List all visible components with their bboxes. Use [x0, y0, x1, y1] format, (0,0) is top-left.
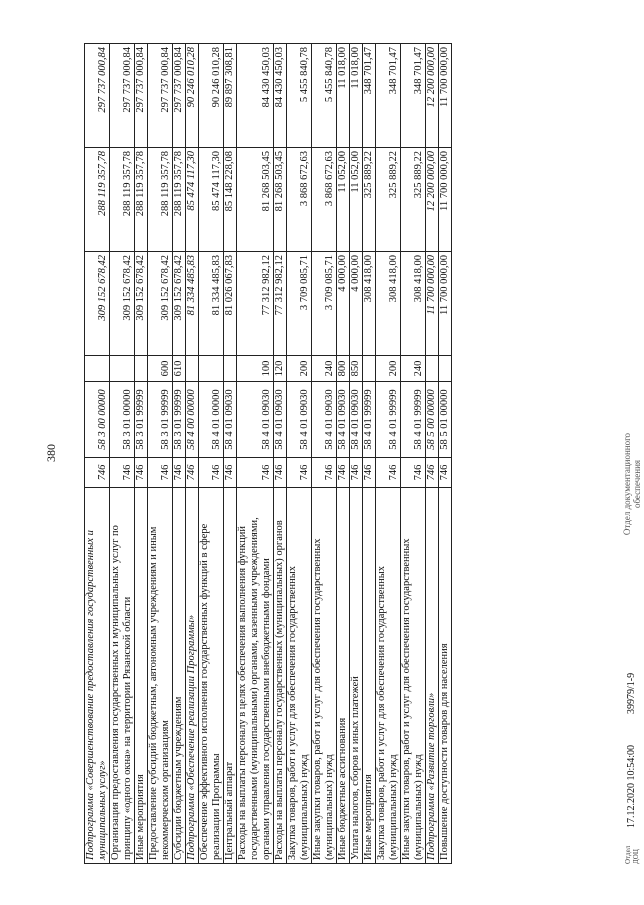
row-value-2021: 309 152 678,42 [110, 252, 135, 356]
row-value-2022: 325 889,22 [401, 148, 426, 252]
row-value-2022: 85 474 117,30 [186, 148, 199, 252]
row-ved-code: 746 [237, 458, 274, 488]
row-value-2021: 308 418,00 [363, 252, 376, 356]
table-row [237, 44, 274, 864]
row-value-2023: 297 737 000,84 [85, 44, 110, 148]
row-value-2021: 11 700 000,00 [426, 252, 439, 356]
row-csr-code: 58 3 01 99999 [173, 382, 186, 458]
table-row [350, 44, 363, 864]
row-value-2021: 11 700 000,00 [439, 252, 452, 356]
table-row [135, 44, 148, 864]
row-vr-code: 100 [237, 356, 274, 382]
row-ved-code: 746 [337, 458, 350, 488]
row-ved-code: 746 [173, 458, 186, 488]
row-vr-code [110, 356, 135, 382]
row-ved-code: 746 [148, 458, 173, 488]
department-line-1: Отдел документационного [622, 432, 632, 536]
row-vr-code: 600 [148, 356, 173, 382]
row-value-2022: 288 119 357,78 [148, 148, 173, 252]
row-ved-code: 746 [350, 458, 363, 488]
row-name: Расходы на выплаты персоналу в целях обеспечения выполнения функций государственными (муниципальными) органами, казенными учреждениями, органами управления государственными внебюджетными фондами [237, 488, 274, 864]
row-vr-code: 200 [376, 356, 401, 382]
row-value-2023: 89 897 308,81 [224, 44, 237, 148]
table-row [426, 44, 439, 864]
row-vr-code [186, 356, 199, 382]
row-value-2022: 11 052,00 [350, 148, 363, 252]
row-ved-code: 746 [85, 458, 110, 488]
row-ved-code: 746 [312, 458, 337, 488]
row-name: Обеспечение эффективного исполнения государственных функций в сфере реализации Программы [199, 488, 224, 864]
row-name: Подпрограмма «Совершенствование предоставления государственных и муниципальных услуг» [85, 488, 110, 864]
row-value-2022: 325 889,22 [376, 148, 401, 252]
row-value-2022: 11 700 000,00 [439, 148, 452, 252]
row-csr-code: 58 4 01 09030 [237, 382, 274, 458]
row-name: Центральный аппарат [224, 488, 237, 864]
row-name: Закупка товаров, работ и услуг для обеспечения государственных (муниципальных) нужд [287, 488, 312, 864]
row-csr-code: 58 3 01 99999 [135, 382, 148, 458]
stamp-label: Отдел ДОЦ [624, 845, 640, 864]
row-csr-code: 58 4 01 09030 [337, 382, 350, 458]
row-csr-code: 58 5 01 00000 [439, 382, 452, 458]
row-name: Субсидии бюджетным учреждениям [173, 488, 186, 864]
row-vr-code [199, 356, 224, 382]
row-value-2023: 90 246 010,28 [186, 44, 199, 148]
row-value-2021: 4 000,00 [350, 252, 363, 356]
row-value-2022: 288 119 357,78 [110, 148, 135, 252]
row-value-2021: 81 334 485,83 [186, 252, 199, 356]
row-ved-code: 746 [376, 458, 401, 488]
row-value-2021: 309 152 678,42 [173, 252, 186, 356]
row-ved-code: 746 [274, 458, 287, 488]
row-name: Иные закупки товаров, работ и услуг для обеспечения государственных (муниципальных) нужд [312, 488, 337, 864]
row-ved-code: 746 [224, 458, 237, 488]
row-vr-code [224, 356, 237, 382]
row-value-2021: 81 026 067,83 [224, 252, 237, 356]
row-csr-code: 58 4 00 00000 [186, 382, 199, 458]
department-stamp [622, 414, 642, 554]
row-ved-code: 746 [287, 458, 312, 488]
table-row [274, 44, 287, 864]
row-csr-code: 58 4 01 09030 [287, 382, 312, 458]
row-ved-code: 746 [135, 458, 148, 488]
table-row [110, 44, 135, 864]
row-ved-code: 746 [426, 458, 439, 488]
row-value-2021: 3 709 085,71 [287, 252, 312, 356]
row-csr-code: 58 4 01 00000 [199, 382, 224, 458]
row-csr-code: 58 3 01 99999 [148, 382, 173, 458]
table-row [401, 44, 426, 864]
row-name: Иные мероприятия [135, 488, 148, 864]
row-csr-code: 58 4 01 99999 [401, 382, 426, 458]
row-csr-code: 58 4 01 09030 [274, 382, 287, 458]
footer-date: 17.12.2020 10:54:00 [626, 744, 637, 828]
row-value-2023: 297 737 000,84 [110, 44, 135, 148]
row-name: Подпрограмма «Развитие торговли» [426, 488, 439, 864]
table-row [363, 44, 376, 864]
row-value-2023: 348 701,47 [363, 44, 376, 148]
row-value-2023: 5 455 840,78 [312, 44, 337, 148]
row-name: Организация предоставления государственных и муниципальных услуг по принципу «одного окна» на территории Рязанской области [110, 488, 135, 864]
table-row [148, 44, 173, 864]
row-ved-code: 746 [186, 458, 199, 488]
row-value-2023: 297 737 000,84 [148, 44, 173, 148]
row-value-2023: 12 200 000,00 [426, 44, 439, 148]
row-vr-code: 240 [312, 356, 337, 382]
table-row [186, 44, 199, 864]
row-value-2021: 77 312 982,12 [237, 252, 274, 356]
row-ved-code: 746 [199, 458, 224, 488]
row-name: Уплата налогов, сборов и иных платежей [350, 488, 363, 864]
row-ved-code: 746 [110, 458, 135, 488]
row-value-2023: 84 430 450,03 [274, 44, 287, 148]
row-name: Повышение доступности товаров для населения [439, 488, 452, 864]
budget-table [84, 43, 452, 864]
row-vr-code: 800 [337, 356, 350, 382]
table-row [439, 44, 452, 864]
row-value-2022: 3 868 672,63 [287, 148, 312, 252]
row-vr-code [363, 356, 376, 382]
row-value-2023: 11 700 000,00 [439, 44, 452, 148]
row-value-2022: 11 052,00 [337, 148, 350, 252]
row-vr-code [426, 356, 439, 382]
row-value-2023: 84 430 450,03 [237, 44, 274, 148]
row-name: Подпрограмма «Обеспечение реализации Программы» [186, 488, 199, 864]
row-csr-code: 58 4 01 09030 [312, 382, 337, 458]
row-value-2023: 5 455 840,78 [287, 44, 312, 148]
row-vr-code: 120 [274, 356, 287, 382]
row-value-2022: 288 119 357,78 [173, 148, 186, 252]
row-vr-code [85, 356, 110, 382]
row-value-2022: 12 200 000,00 [426, 148, 439, 252]
table-row [173, 44, 186, 864]
row-value-2021: 4 000,00 [337, 252, 350, 356]
row-value-2022: 3 868 672,63 [312, 148, 337, 252]
page-footer [622, 44, 644, 864]
row-value-2021: 308 418,00 [401, 252, 426, 356]
table-row [312, 44, 337, 864]
row-value-2021: 308 418,00 [376, 252, 401, 356]
table-row [376, 44, 401, 864]
row-vr-code: 610 [173, 356, 186, 382]
row-value-2023: 297 737 000,84 [173, 44, 186, 148]
row-value-2021: 309 152 678,42 [85, 252, 110, 356]
row-value-2022: 288 119 357,78 [135, 148, 148, 252]
row-vr-code [439, 356, 452, 382]
table-row [199, 44, 224, 864]
budget-sheet [84, 44, 644, 864]
budget-table-body [85, 44, 452, 864]
row-vr-code: 240 [401, 356, 426, 382]
row-name: Иные бюджетные ассигнования [337, 488, 350, 864]
row-value-2021: 77 312 982,12 [274, 252, 287, 356]
row-value-2021: 3 709 085,71 [312, 252, 337, 356]
row-csr-code: 58 4 01 09030 [224, 382, 237, 458]
row-csr-code: 58 4 01 99999 [363, 382, 376, 458]
row-vr-code: 200 [287, 356, 312, 382]
row-ved-code: 746 [401, 458, 426, 488]
footer-doc-number: 39979/1-9 [626, 672, 637, 714]
row-value-2022: 288 119 357,78 [85, 148, 110, 252]
table-row [287, 44, 312, 864]
row-value-2021: 309 152 678,42 [135, 252, 148, 356]
table-row [337, 44, 350, 864]
row-value-2021: 309 152 678,42 [148, 252, 173, 356]
row-vr-code: 850 [350, 356, 363, 382]
row-value-2022: 325 889,22 [363, 148, 376, 252]
row-value-2022: 85 148 228,08 [224, 148, 237, 252]
row-value-2023: 348 701,47 [401, 44, 426, 148]
row-csr-code: 58 3 00 00000 [85, 382, 110, 458]
department-line-2: обеспечения [632, 459, 642, 509]
page-number: 380 [44, 444, 58, 462]
table-row [224, 44, 237, 864]
row-csr-code: 58 4 01 99999 [376, 382, 401, 458]
row-ved-code: 746 [363, 458, 376, 488]
row-value-2021: 81 334 485,83 [199, 252, 224, 356]
row-value-2023: 348 701,47 [376, 44, 401, 148]
row-csr-code: 58 4 01 09030 [350, 382, 363, 458]
row-name: Предоставление субсидий бюджетным, автономным учреждениям и иным некоммерческим организациям [148, 488, 173, 864]
row-csr-code: 58 3 01 00000 [110, 382, 135, 458]
row-value-2022: 81 268 503,45 [274, 148, 287, 252]
row-value-2022: 85 474 117,30 [199, 148, 224, 252]
row-name: Иные мероприятия [363, 488, 376, 864]
row-value-2023: 297 737 000,84 [135, 44, 148, 148]
row-value-2023: 11 018,00 [337, 44, 350, 148]
table-row [85, 44, 110, 864]
row-csr-code: 58 5 00 00000 [426, 382, 439, 458]
row-ved-code: 746 [439, 458, 452, 488]
row-vr-code [135, 356, 148, 382]
row-value-2022: 81 268 503,45 [237, 148, 274, 252]
row-name: Расходы на выплаты персоналу государственных (муниципальных) органов [274, 488, 287, 864]
row-name: Иные закупки товаров, работ и услуг для обеспечения государственных (муниципальных) нужд [401, 488, 426, 864]
row-value-2023: 11 018,00 [350, 44, 363, 148]
row-name: Закупка товаров, работ и услуг для обеспечения государственных (муниципальных) нужд [376, 488, 401, 864]
row-value-2023: 90 246 010,28 [199, 44, 224, 148]
